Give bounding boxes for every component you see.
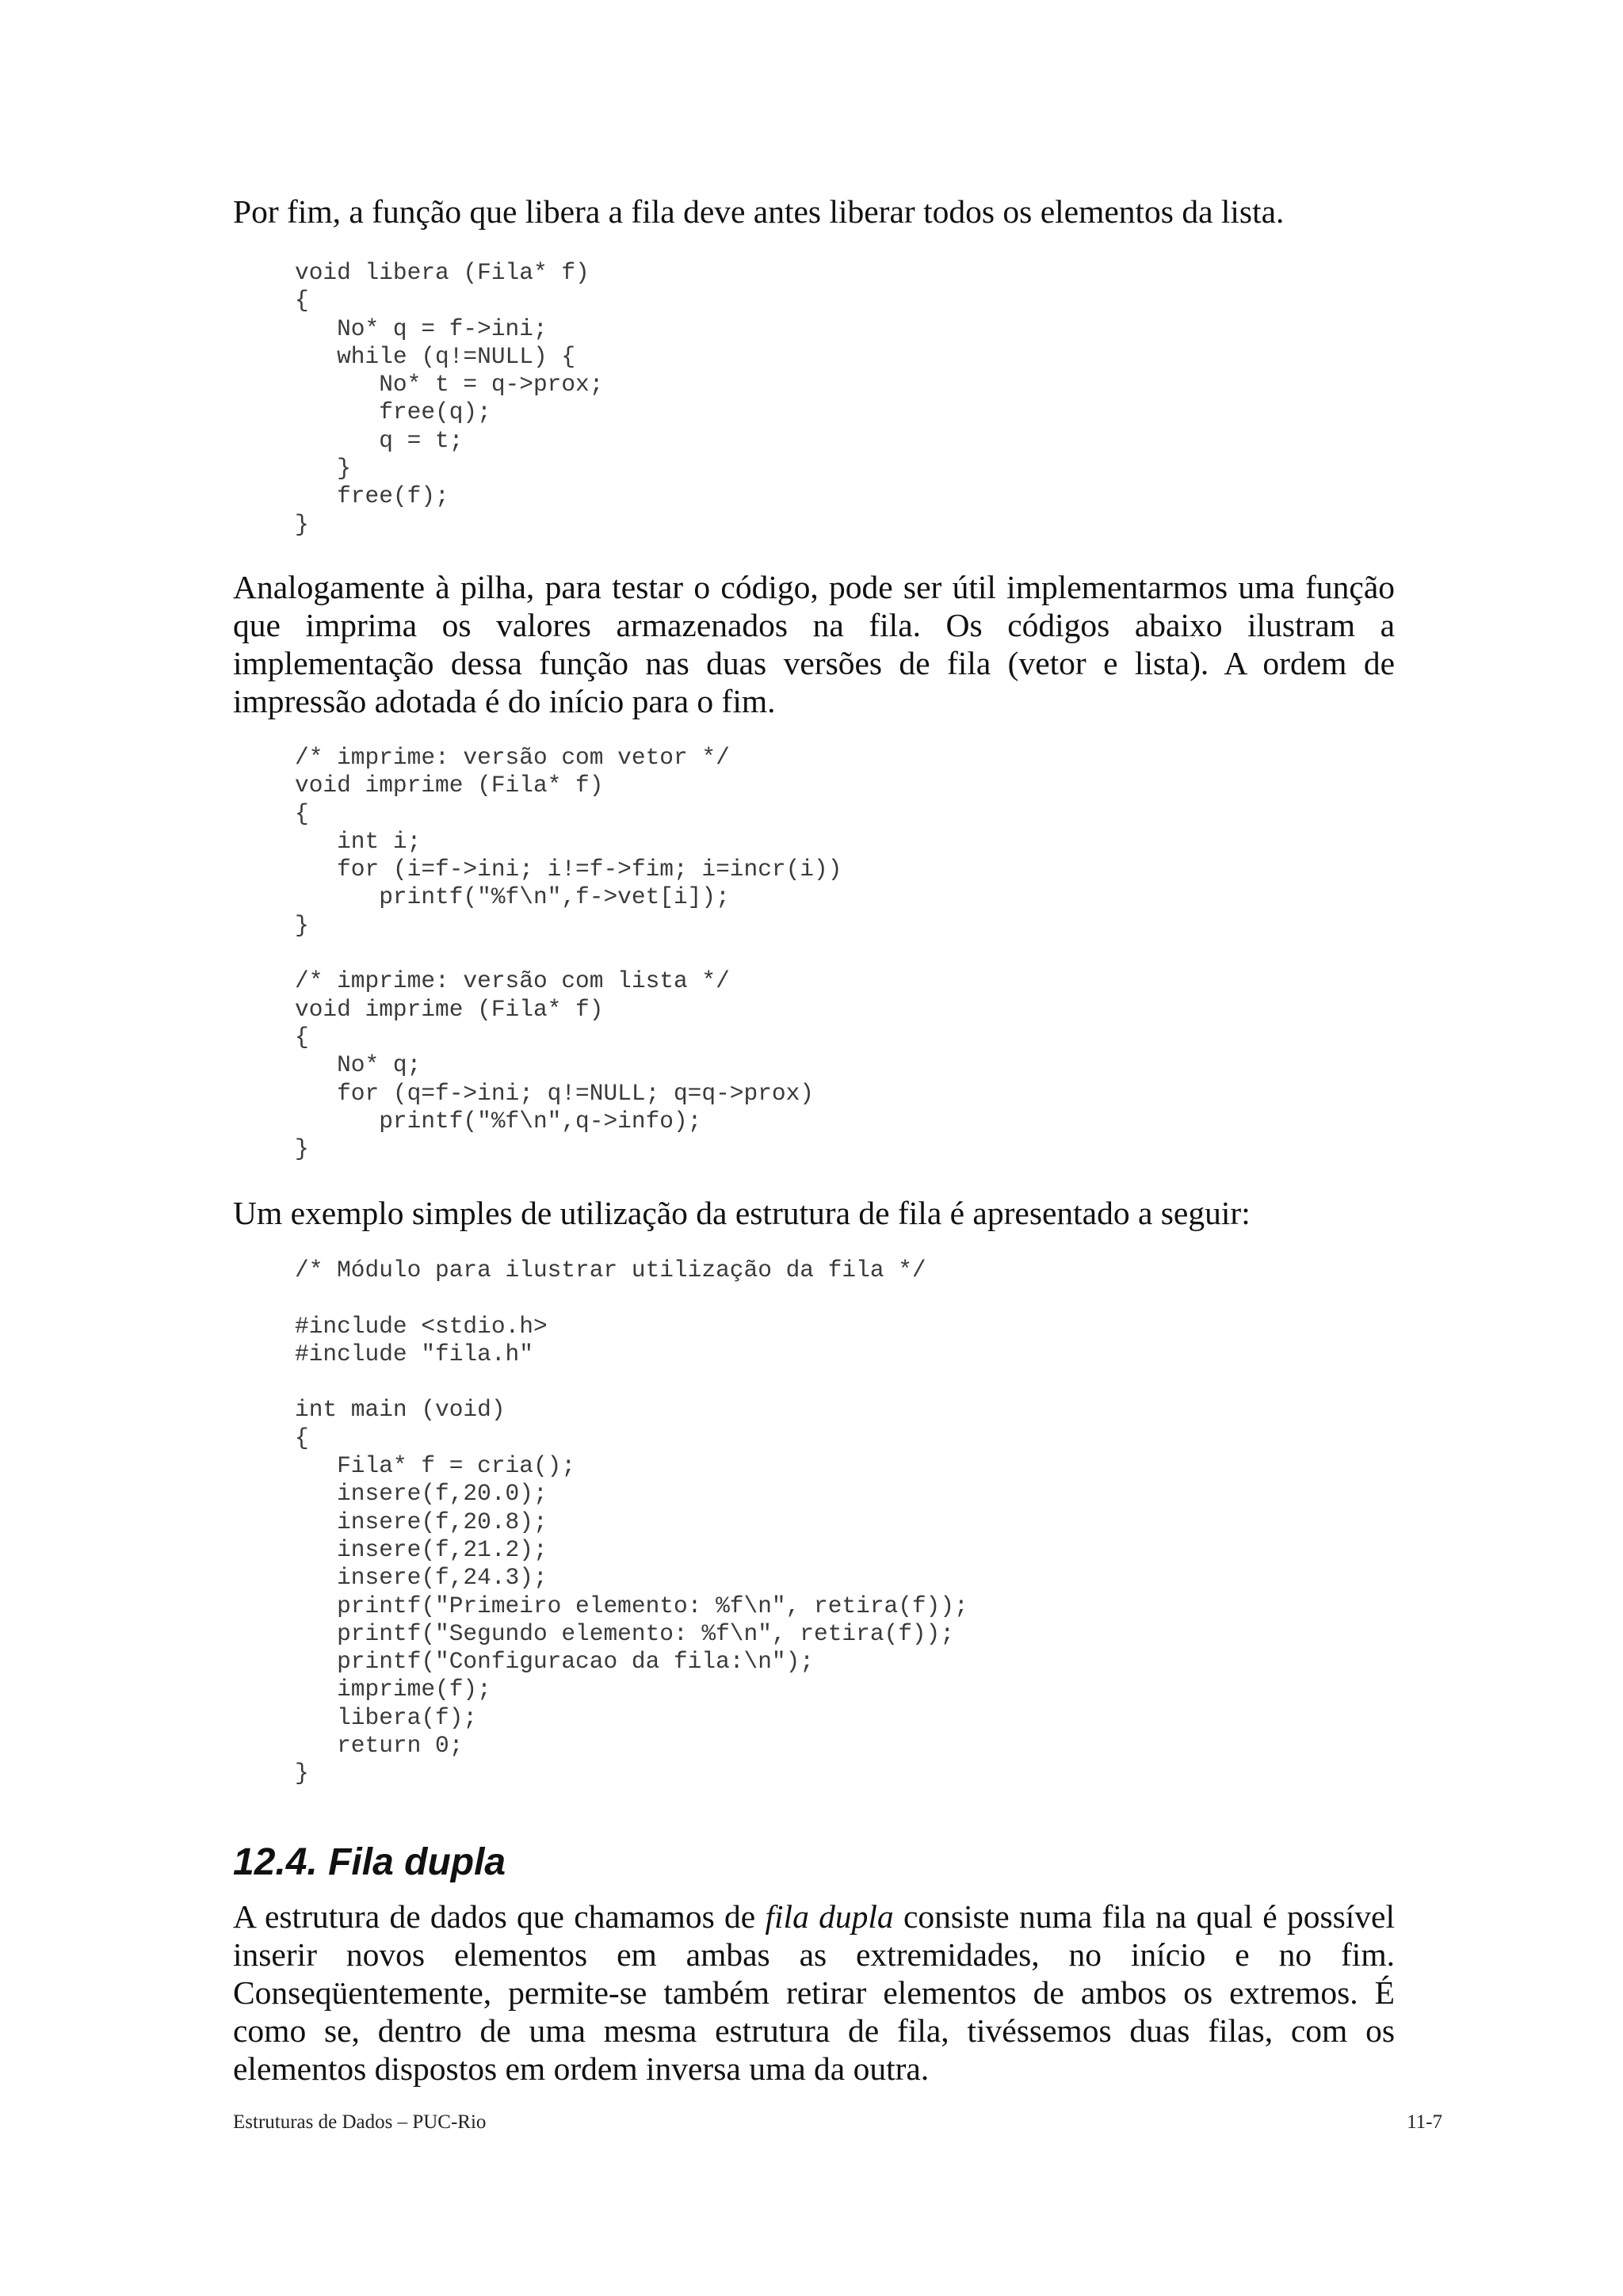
footer-title: Estruturas de Dados – PUC-Rio — [233, 2111, 487, 2133]
text-run: A estrutura de dados que chamamos de — [233, 1898, 766, 1935]
page-number: 11-7 — [1407, 2111, 1442, 2133]
paragraph-line — [233, 1897, 1395, 1936]
section-heading: 12.4. Fila dupla — [233, 1841, 506, 1883]
code-block-main: /* Módulo para ilustrar utilização da fila */ #include <stdio.h> #include "fila.h" int main (void) { Fila* f = cria(); insere(f,20.0); insere(f,20.8); insere(f,21.2); insere(f,24.3); printf("Primeiro elemento: %f\n", retira(f)); printf("Segundo elemento: %f\n", retira(f)); printf("Configuracao da fila:\n"); imprime(f); libera(f); return 0; } — [295, 1257, 968, 1787]
paragraph-line: que imprima os valores armazenados na fila. Os códigos abaixo ilustram a — [233, 607, 1395, 643]
paragraph-print-function — [233, 568, 1395, 720]
text-run: consiste numa fila na qual é possível — [893, 1898, 1395, 1935]
paragraph-free-queue: Por fim, a função que libera a fila deve antes liberar todos os elementos da lista. — [233, 193, 1285, 230]
paragraph-line: elementos dispostos em ordem inversa uma da outra. — [233, 2050, 930, 2087]
paragraph-line: implementação dessa função nas duas versões de fila (vetor e lista). A ordem de — [233, 645, 1395, 681]
paragraph-usage-example: Um exemplo simples de utilização da estrutura de fila é apresentado a seguir: — [233, 1195, 1251, 1231]
code-block-libera: void libera (Fila* f) { No* q = f->ini; while (q!=NULL) { No* t = q->prox; free(q); q = t; } free(f); } — [295, 259, 604, 538]
emphasis-term: fila dupla — [765, 1898, 894, 1935]
paragraph-line: impressão adotada é do início para o fim. — [233, 683, 776, 719]
paragraph-line: inserir novos elementos em ambas as extremidades, no início e no fim. — [233, 1936, 1395, 1973]
code-block-imprime: /* imprime: versão com vetor */ void imprime (Fila* f) { int i; for (i=f->ini; i!=f->fim; i=incr(i)) printf("%f\n",f->vet[i]); } /* imprime: versão com lista */ void imprime (Fila* f) { No* q; for (q=f->ini; q!=NULL; q=q->prox) printf("%f\n",q->info); } — [295, 744, 842, 1163]
paragraph-line: Conseqüentemente, permite-se também retirar elementos de ambos os extremos. É — [233, 1974, 1395, 2011]
paragraph-line: como se, dentro de uma mesma estrutura de fila, tivéssemos duas filas, com os — [233, 2012, 1395, 2049]
paragraph-line: Analogamente à pilha, para testar o código, pode ser útil implementarmos uma função — [233, 569, 1395, 605]
paragraph-double-queue — [233, 1897, 1395, 2088]
